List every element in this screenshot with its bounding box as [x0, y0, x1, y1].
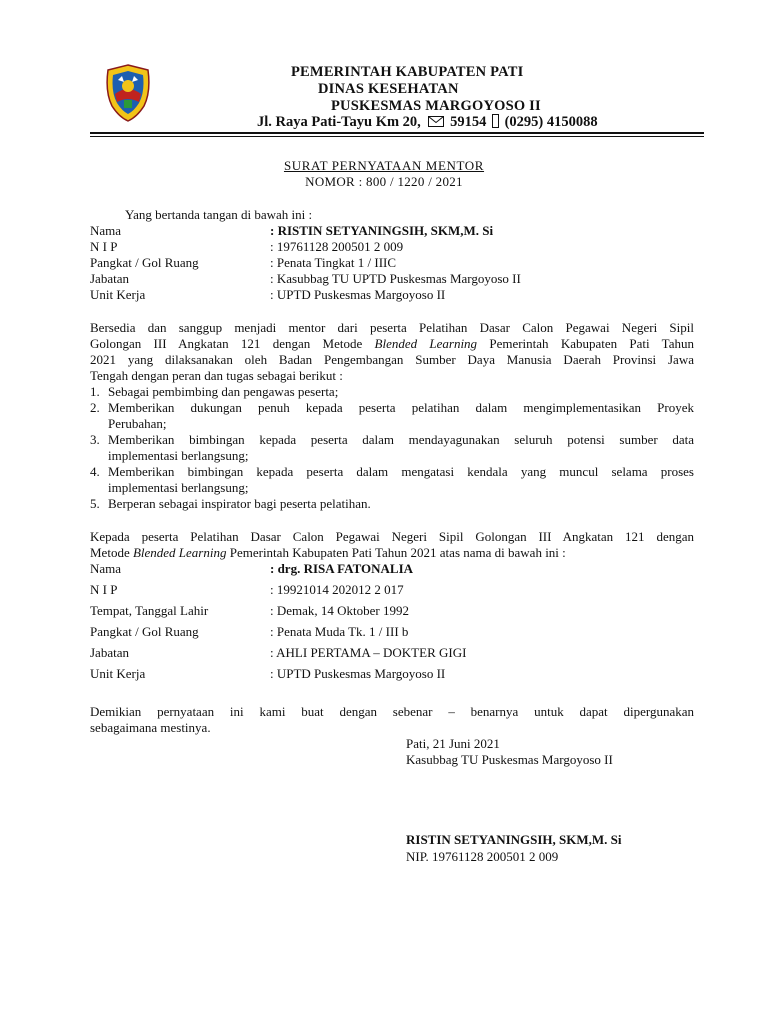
closing-paragraph — [90, 704, 694, 736]
list-item: 2. Memberikan dukungan penuh kepada peserta pelatihan dalam mengimplementasikan Proyek Perubahan; — [90, 400, 694, 431]
mentor-label-name: Nama — [90, 223, 122, 238]
list-item: 3. Memberikan bimbingan kepada peserta dalam mendayagunakan seluruh potensi sumber data implementasi berlangsung; — [90, 432, 694, 463]
participant-value-name: : drg. RISA FATONALIA — [270, 561, 414, 576]
participant-label-name: Nama — [90, 561, 122, 576]
intro-text: Yang bertanda tangan di bawah ini : — [125, 207, 313, 222]
participant-label-unit: Unit Kerja — [90, 666, 146, 681]
mentor-value-nip: : 19761128 200501 2 009 — [270, 239, 404, 254]
participant-label-nip: N I P — [90, 582, 118, 597]
list-item: 4. Memberikan bimbingan kepada peserta dalam mengatasi kendala yang muncul selama proses implementasi berlangsung; — [90, 464, 694, 495]
participant-label-birth: Tempat, Tanggal Lahir — [90, 603, 209, 618]
statement-line-1: Bersedia dan sanggup menjadi mentor dari peserta Pelatihan Dasar Calon Pegawai Negeri Sipil — [90, 320, 694, 335]
statement-line-2: Golongan III Angkatan 121 dengan Metode Blended Learning Pemerintah Kabupaten Pati Tahun — [90, 336, 694, 351]
signature-position: Kasubbag TU Puskesmas Margoyoso II — [406, 752, 613, 767]
mentor-label-unit: Unit Kerja — [90, 287, 146, 302]
participant-value-rank: : Penata Muda Tk. 1 / III b — [270, 624, 409, 639]
document-title: SURAT PERNYATAAN MENTOR — [283, 158, 485, 173]
participant-value-position: : AHLI PERTAMA – DOKTER GIGI — [270, 645, 467, 660]
envelope-icon — [428, 116, 444, 127]
header-address: Jl. Raya Pati-Tayu Km 20, — [257, 114, 421, 130]
mentor-value-position: : Kasubbag TU UPTD Puskesmas Margoyoso II — [270, 271, 521, 286]
letterhead-rule-thin — [90, 136, 704, 137]
document-number: NOMOR : 800 / 1220 / 2021 — [305, 174, 463, 189]
header-government-line: PEMERINTAH KABUPATEN PATI — [291, 64, 524, 80]
mentor-value-rank: : Penata Tingkat 1 / IIIC — [270, 255, 397, 270]
list-item: 1. Sebagai pembimbing dan pengawas peserta; — [90, 384, 339, 399]
signature-name: RISTIN SETYANINGSIH, SKM,M. Si — [406, 832, 622, 847]
header-phone: (0295) 4150088 — [504, 114, 598, 130]
header-department-line: DINAS KESEHATAN — [318, 81, 459, 97]
mentor-value-unit: : UPTD Puskesmas Margoyoso II — [270, 287, 446, 302]
header-address-line — [257, 114, 598, 131]
list-item: 5. Berperan sebagai inspirator bagi peserta pelatihan. — [90, 496, 371, 511]
letterhead-rule-thick — [90, 132, 704, 134]
participant-value-nip: : 19921014 202012 2 017 — [270, 582, 404, 597]
pati-regency-emblem-logo — [104, 64, 152, 122]
closing-line-1: Demikian pernyataan ini kami buat dengan sebenar – benarnya untuk dapat dipergunakan — [90, 704, 694, 719]
participant-intro-line-1: Kepada peserta Pelatihan Dasar Calon Pegawai Negeri Sipil Golongan III Angkatan 121 dengan — [90, 529, 694, 544]
signature-place-date: Pati, 21 Juni 2021 — [406, 736, 500, 751]
participant-value-unit: : UPTD Puskesmas Margoyoso II — [270, 666, 446, 681]
signature-nip: NIP. 19761128 200501 2 009 — [406, 849, 559, 864]
mentor-label-rank: Pangkat / Gol Ruang — [90, 255, 199, 270]
statement-line-3: 2021 yang dilaksanakan oleh Badan Pengembangan Sumber Daya Manusia Daerah Provinsi Jawa — [90, 352, 694, 367]
header-puskesmas-line: PUSKESMAS MARGOYOSO II — [331, 98, 541, 114]
mentor-label-nip: N I P — [90, 239, 118, 254]
participant-intro-paragraph — [90, 529, 694, 561]
participant-label-rank: Pangkat / Gol Ruang — [90, 624, 199, 639]
participant-intro-line-2: Metode Blended Learning Pemerintah Kabupaten Pati Tahun 2021 atas nama di bawah ini : — [90, 545, 566, 560]
closing-line-2: sebagaimana mestinya. — [90, 720, 211, 735]
participant-label-position: Jabatan — [90, 645, 129, 660]
mentor-label-position: Jabatan — [90, 271, 129, 286]
mentor-value-name: : RISTIN SETYANINGSIH, SKM,M. Si — [270, 223, 494, 238]
statement-line-4: Tengah dengan peran dan tugas sebagai berikut : — [90, 368, 343, 383]
phone-icon — [492, 114, 499, 128]
statement-paragraph — [90, 320, 694, 384]
header-postal-code: 59154 — [450, 114, 487, 130]
participant-value-birth: : Demak, 14 Oktober 1992 — [270, 603, 410, 618]
